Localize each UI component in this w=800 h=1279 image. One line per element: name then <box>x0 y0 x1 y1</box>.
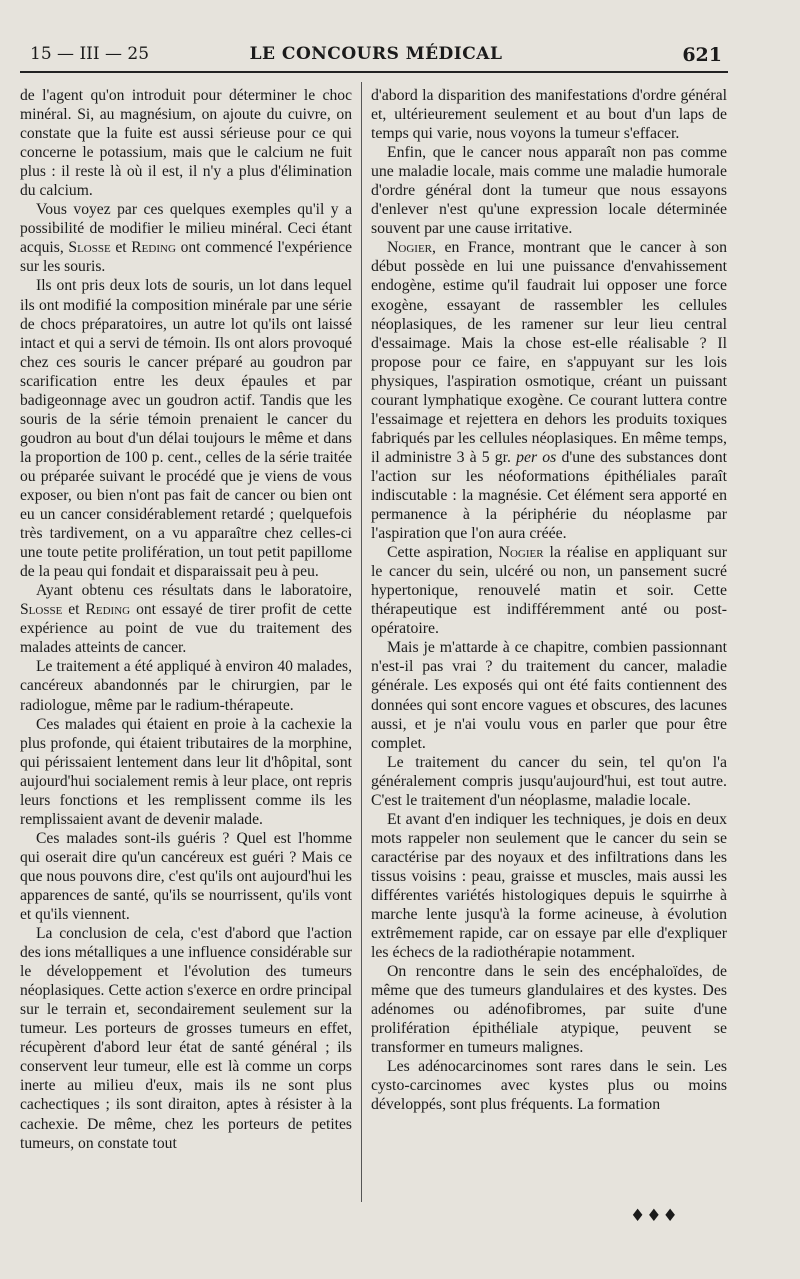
column-divider <box>361 82 362 1202</box>
author-name: Nogier <box>387 239 433 257</box>
paragraph: Les adénocarcinomes sont rares dans le sein. Les cysto-carcinomes avec kystes plus ou moins développés, sont plus fréquents. La formation <box>371 1058 727 1114</box>
paragraph: La conclusion de cela, c'est d'abord que l'action des ions métalliques a une influence considérable sur le développement et l'évolution des tumeurs néoplasiques. Cette action s'exerce en ordre principal sur le terrain et, secondairement seulement sur la tumeur. Les porteurs de grosses tumeurs en effet, récupèrent d'abord leur état de santé général ; ils conservent leur tumeur, elle est là comme un corps inerte au milieu d'eux, mais ils ne sont plus cachectiques ; ils sont diraiton, aptes à résister à la cachexie. De même, chez les porteurs de petites tumeurs, on constate tout <box>20 925 352 1152</box>
paragraph: Ces malades sont-ils guéris ? Quel est l'homme qui oserait dire qu'un cancéreux est guéri ? Mais ce que nous pouvons dire, c'est qu'ils ont aujourd'hui les apparences de santé, qu'ils se nourrissent, qu'ils vont et qu'ils viennent. <box>20 829 352 924</box>
author-name: Nogier <box>498 544 544 562</box>
paragraph: d'abord la disparition des manifestations d'ordre général et, ultérieurement seulement et au bout d'un laps de temps qui varie, nous voyons la tumeur s'effacer. <box>371 87 727 143</box>
paragraph: Ayant obtenu ces résultats dans le laboratoire, Slosse et Reding ont essayé de tirer profit de cette expérience au point de vue du traitement des malades atteints de cancer. <box>20 582 352 657</box>
paragraph: Et avant d'en indiquer les techniques, je dois en deux mots rappeler non seulement que le cancer du sein se caractérise par des noyaux et des infiltrations dans les tissus voisins : peau, graisse et muscles, mais aussi les différentes variétés histologiques depuis le squirrhe à marche lente jusqu'à la forme acineuse, à évolution extrêmement rapide, car on essaye par elle d'expliquer les échecs de la radiothérapie notamment. <box>371 810 727 962</box>
paragraph: Le traitement a été appliqué à environ 40 malades, cancéreux abandonnés par le chirurgien, par le radiologue, même par le radium-thérapeute. <box>20 658 352 714</box>
continuation-ornament: ♦♦♦ <box>630 1206 679 1226</box>
page-number: 621 <box>682 44 722 66</box>
paragraph: Ils ont pris deux lots de souris, un lot dans lequel ils ont modifié la composition minérale par une série de chocs préparatoires, un autre lot qu'ils ont laissé intact et qui a servi de témoin. Ils ont alors provoqué chez ces souris le cancer préparé au goudron par scarification entre les deux épaules et par badigeonnage avec un goudron actif. Tandis que les souris de la série témoin prenaient le cancer du goudron au bout d'un délai toujours le même et dans la proportion de 100 p. cent., celles de la série traitée ou préparée suivant le procédé que je viens de vous exposer, ou bien n'ont pas fait de cancer ou bien ont eu un cancer considérablement retardé ; quelquefois très tardivement, on a vu apparaître chez celles-ci une toute petite prolifération, un tout petit papillome de la peau qui fondait et disparaissait peu à peu. <box>20 277 352 581</box>
author-name: Slosse <box>20 601 63 619</box>
issue-date: 15 — III — 25 <box>30 44 150 64</box>
paragraph: Le traitement du cancer du sein, tel qu'on l'a généralement compris jusqu'aujourd'hui, est tout autre. C'est le traitement d'un néoplasme, maladie locale. <box>371 753 727 809</box>
author-name: Reding <box>131 239 176 257</box>
header-rule <box>20 71 728 73</box>
paragraph: Enfin, que le cancer nous apparaît non pas comme une maladie locale, mais comme une maladie humorale d'ordre général dont la tumeur que nous essayons d'enlever n'est qu'une expression locale déterminée souvent par une cause irritative. <box>371 144 727 238</box>
left-column <box>20 86 352 1153</box>
paragraph: Nogier, en France, montrant que le cancer à son début possède en lui une puissance d'envahissement endogène, estime qu'il faudrait lui opposer une force exogène, essayant de rassembler les cellules néoplasiques, de les ramener sur leur lieu central d'essaimage. Mais la chose est-elle réalisable ? Il propose pour ce faire, en s'appuyant sur les lois physiques, l'aspiration osmotique, créant un puissant courant lymphatique exogène. Ce courant luttera contre l'essaimage et rejettera en dehors les produits toxiques fabriqués par les cellules néoplasiques. En même temps, il administre 3 à 5 gr. per os d'une des substances dont l'action sur les néoformations épithéliales paraît indiscutable : la magnésie. Cet élément sera apporté en permanence à la périphérie du néoplasme par l'aspiration que l'on aura créée. <box>371 239 728 543</box>
author-name: Reding <box>85 601 131 619</box>
paragraph: Vous voyez par ces quelques exemples qu'il y a possibilité de modifier le milieu minéral. Ceci étant acquis, Slosse et Reding ont commencé l'expérience sur les souris. <box>20 201 353 276</box>
journal-title: LE CONCOURS MÉDICAL <box>249 44 503 64</box>
running-header <box>30 44 722 70</box>
author-name: Slosse <box>68 239 111 257</box>
paragraph: de l'agent qu'on introduit pour déterminer le choc minéral. Si, au magnésium, on ajoute du cuivre, on constate que la fuite est aussi sérieuse pour ce qui concerne le potassium, mais que le calcium ne fuit plus : il reste là où il est, il n'y a plus d'élimination du calcium. <box>20 87 352 200</box>
paragraph: On rencontre dans le sein des encéphaloïdes, de même que des tumeurs glandulaires et des kystes. Des adénomes ou adénofibromes, par suite d'une prolifération épithéliale atypique, peuvent se transformer en tumeurs malignes. <box>371 963 727 1057</box>
right-column <box>371 86 727 1115</box>
paragraph: Mais je m'attarde à ce chapitre, combien passionnant n'est-il pas vrai ? du traitement du cancer, maladie générale. Les exposés qui ont été faits contiennent des données qui sont encore vagues et obscures, des lacunes aussi, et je n'ai voulu vous en parler que pour être complet. <box>371 639 727 752</box>
paragraph: Cette aspiration, Nogier la réalise en appliquant sur le cancer du sein, ulcéré ou non, un pansement sucré hypertonique, renouvelé matin et soir. Cette thérapeutique est indifféremment anté ou post-opératoire. <box>371 544 727 638</box>
paragraph: Ces malades qui étaient en proie à la cachexie la plus profonde, qui étaient tributaires de la morphine, qui périssaient lentement dans leur lit d'hôpital, sont aujourd'hui socialement remis à leur place, ont repris leurs fonctions et les remplissent comme ils les remplissaient avant de devenir malade. <box>20 715 352 828</box>
